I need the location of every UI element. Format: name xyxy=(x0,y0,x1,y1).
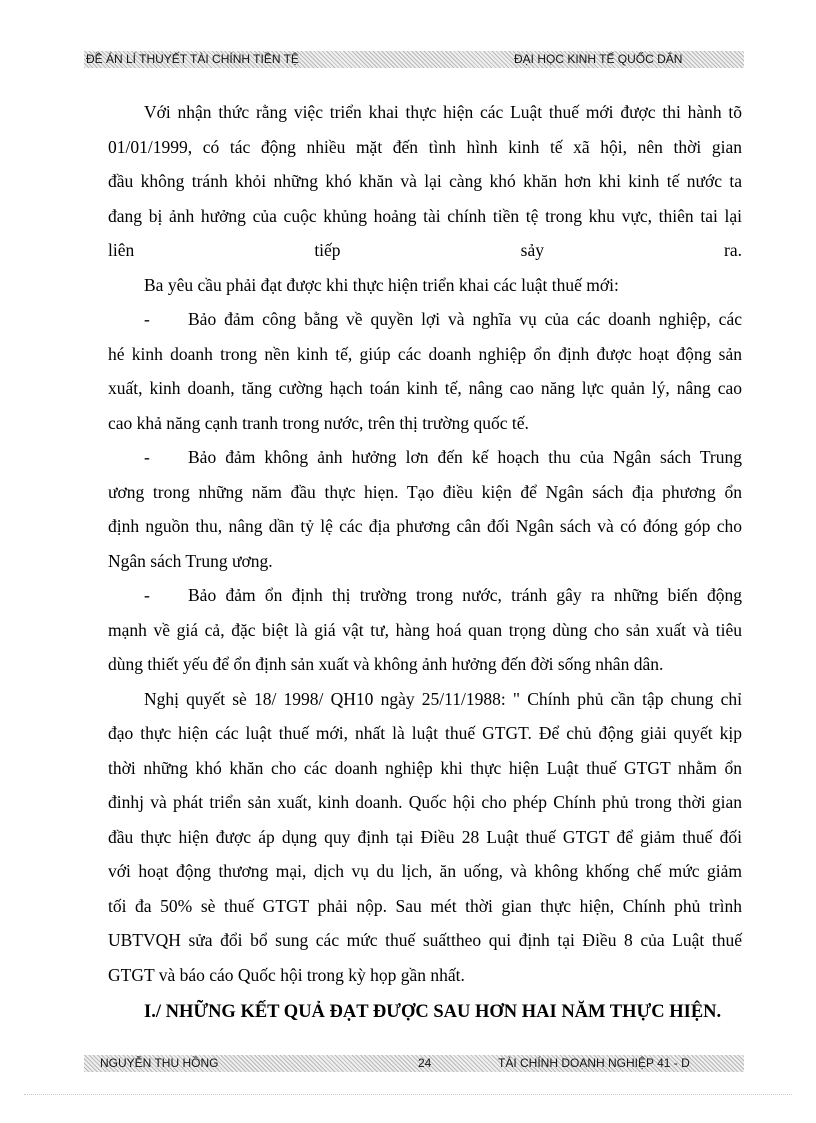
bullet-line xyxy=(108,446,742,468)
paragraph-line: UBTVQH sửa đổi bổ sung các mức thuế suấttheo qui định tại Điều 8 của Luật thuế xyxy=(108,930,742,950)
paragraph-line: Ngân sách Trung ương. xyxy=(108,551,273,571)
bullet-mark: - xyxy=(144,447,150,467)
page-header xyxy=(84,51,744,68)
bullet-text: Bảo đảm không ảnh hưởng lơn đến kế hoạch thu của Ngân sách Trung xyxy=(188,447,742,467)
paragraph-line: GTGT và báo cáo Quốc hội trong kỳ họp gần nhất. xyxy=(108,965,465,985)
paragraph-line: liên tiếp sảy ra. xyxy=(108,240,742,260)
page-number: 24 xyxy=(418,1056,432,1070)
paragraph-line: đinhj và phát triển sản xuất, kinh doanh. Quốc hội cho phép Chính phủ trong thời gian xyxy=(108,792,742,812)
bullet-text: Bảo đảm công bằng về quyền lợi và nghĩa vụ của các doanh nghiệp, các xyxy=(188,309,742,329)
paragraph-line: dùng thiết yếu để ổn định sản xuất và không ảnh hưởng đến đời sống nhân dân. xyxy=(108,654,664,674)
paragraph-line: Ba yêu cầu phải đạt được khi thực hiện triển khai các luật thuế mới: xyxy=(144,275,619,295)
paragraph-line: Với nhận thức rằng việc triển khai thực hiện các Luật thuế mới được thi hành tõ xyxy=(144,102,742,122)
paragraph-line: đang bị ảnh hưởng của cuộc khủng hoảng tài chính tiền tệ trong khu vực, thiên tai lại xyxy=(108,206,742,226)
paragraph-line: ương trong những năm đầu thực hiẹn. Tạo điều kiện để Ngân sách địa phương ổn xyxy=(108,482,742,502)
footer-author: NGUYỄN THU HỒNG xyxy=(100,1056,219,1070)
bullet-mark: - xyxy=(144,309,150,329)
header-left-title: ĐỀ ÁN LÍ THUYẾT TÀI CHÍNH TIỀN TỆ xyxy=(86,52,299,66)
paragraph-line: hé kinh doanh trong nền kinh tế, giúp các doanh nghiệp ổn định được hoạt động sản xyxy=(108,344,742,364)
header-right-title: ĐẠI HỌC KINH TẾ QUỐC DÂN xyxy=(514,52,683,66)
paragraph-line: 01/01/1999, có tác động nhiều mặt đến tình hình kinh tế xã hội, nên thời gian xyxy=(108,137,742,157)
paragraph-line: với hoạt động thương mại, dịch vụ du lịch, ăn uống, và không khống chế mức giảm xyxy=(108,861,742,881)
bullet-line xyxy=(108,584,742,606)
section-heading: I./ NHỮNG KẾT QUẢ ĐẠT ĐƯỢC SAU HƠN HAI NĂM THỰC HIỆN. xyxy=(144,1002,722,1022)
paragraph-line: mạnh về giá cả, đặc biệt là giá vật tư, hàng hoá quan trọng dùng cho sản xuất và tiêu xyxy=(108,620,742,640)
paragraph-line: định nguồn thu, nâng dần tỷ lệ các địa phương cân đối Ngân sách và có đóng góp cho xyxy=(108,516,742,536)
paragraph-line: đầu không tránh khỏi những khó khăn và lại càng khó khăn hơn khi kinh tế nước ta xyxy=(108,171,742,191)
page-footer xyxy=(84,1055,744,1072)
paragraph-line: Nghị quyết sè 18/ 1998/ QH10 ngày 25/11/1988: " Chính phủ cần tập chung chỉ xyxy=(144,689,742,709)
bullet-line xyxy=(108,308,742,330)
page-bottom-divider xyxy=(24,1094,792,1095)
paragraph-line: đạo thực hiện các luật thuế mới, nhất là luật thuế GTGT. Để chủ động giải quyết kịp xyxy=(108,723,742,743)
paragraph-line: cao khả năng cạnh tranh trong nước, trên thị trường quốc tế. xyxy=(108,413,529,433)
footer-class: TÀI CHÍNH DOANH NGHIỆP 41 - D xyxy=(498,1056,690,1070)
bullet-mark: - xyxy=(144,585,150,605)
paragraph-line: thời những khó khăn cho các doanh nghiệp khi thực hiện Luật thuế GTGT nhằm ổn xyxy=(108,758,742,778)
paragraph-line: tối đa 50% sè thuế GTGT phải nộp. Sau mét thời gian thực hiện, Chính phủ trình xyxy=(108,896,742,916)
bullet-text: Bảo đảm ổn định thị trường trong nước, tránh gây ra những biến động xyxy=(188,585,742,605)
paragraph-line: đầu thực hiện được áp dụng quy định tại Điều 28 Luật thuế GTGT để giảm thuế đối xyxy=(108,827,742,847)
paragraph-line: xuất, kinh doanh, tăng cường hạch toán kinh tế, nâng cao năng lực quản lý, nâng cao xyxy=(108,378,742,398)
